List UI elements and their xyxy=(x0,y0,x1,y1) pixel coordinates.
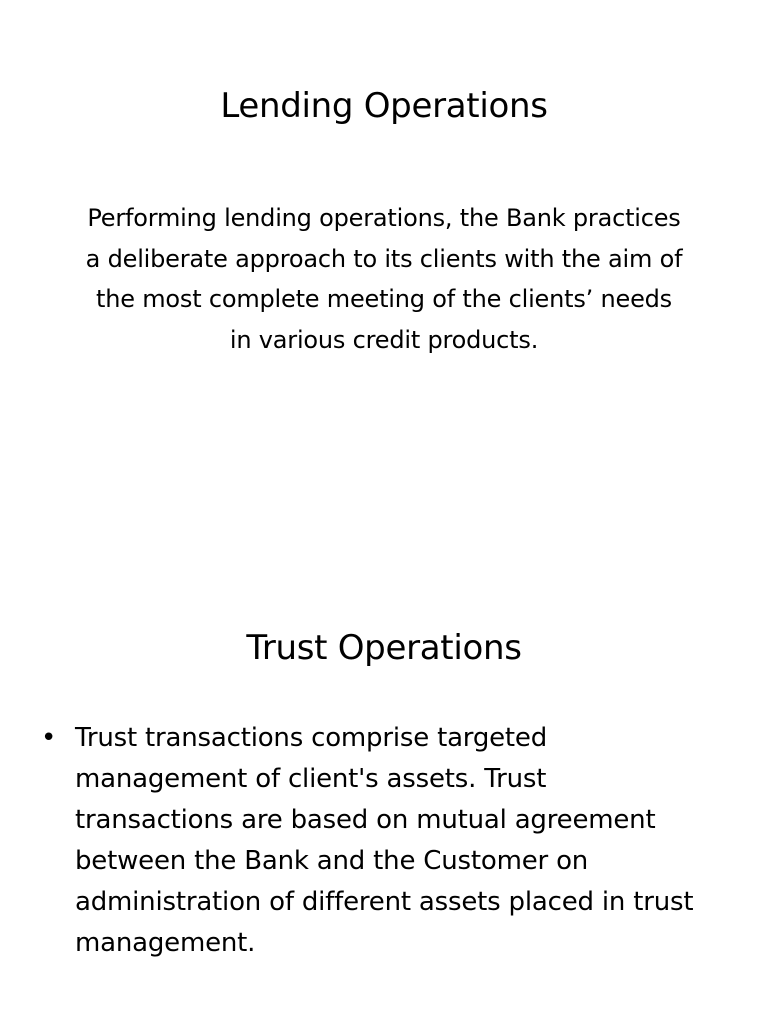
bullet-item xyxy=(0,718,768,964)
slide-title: Trust Operations xyxy=(246,628,522,668)
slide-title: Lending Operations xyxy=(220,86,548,126)
slide-trust-operations xyxy=(0,512,768,1024)
slide-body-text: Performing lending operations, the Bank practices a deliberate approach to its clients with the aim of the most complete meeting of the clients’ needs in various credit products. xyxy=(85,204,683,354)
bullet-text: Trust transactions comprise targeted management of client's assets. Trust transactions are based on mutual agreement between the Bank and the Customer on administration of different assets placed in trust management. xyxy=(75,723,694,958)
bullet-icon: • xyxy=(41,723,57,753)
bullet-list xyxy=(0,718,768,964)
